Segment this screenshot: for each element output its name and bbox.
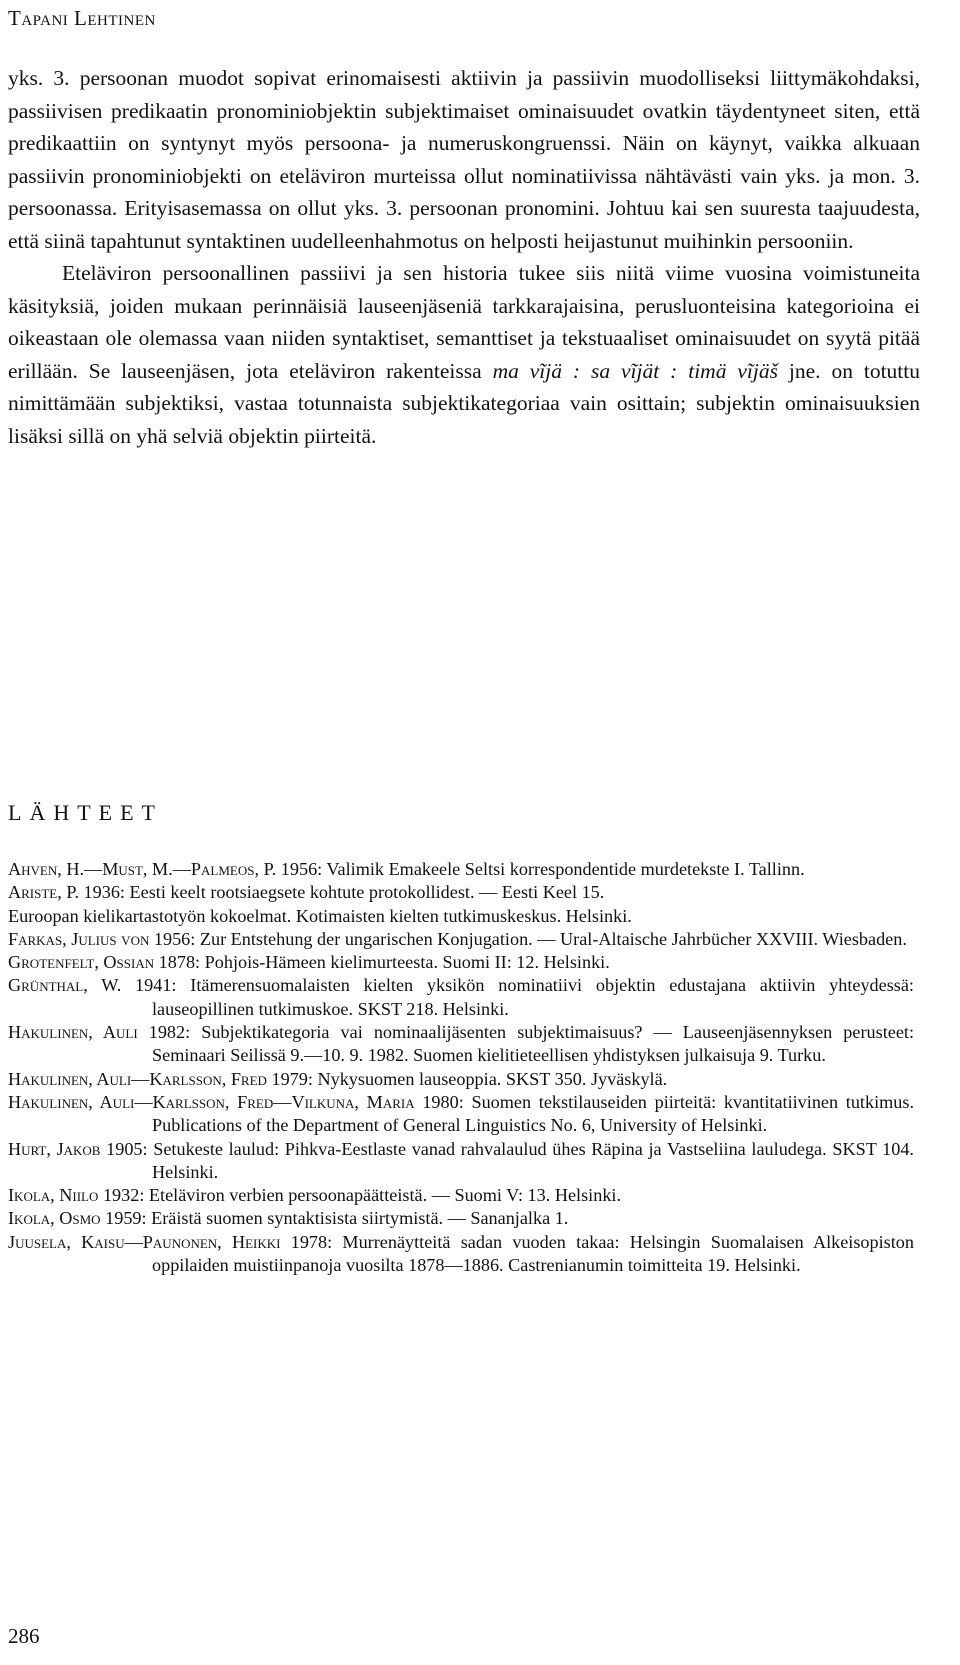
paragraph-2 [8, 257, 920, 452]
reference-item [8, 881, 914, 904]
reference-item [8, 1021, 914, 1068]
reference-text: 1932: Eteläviron verbien persoonapäätteistä. — Suomi V: 13. Helsinki. [98, 1185, 622, 1206]
paragraph-2-italic-example: ma vĩjä : sa vĩjät : timä vĩjäš [492, 358, 778, 383]
references-heading: LÄHTEET [8, 800, 163, 825]
reference-list [8, 858, 914, 1277]
reference-text: 1979: Nykysuomen lauseoppia. SKST 350. Jyväskylä. [266, 1068, 668, 1089]
reference-authors: Hakulinen, Auli—Karlsson, Fred—Vilkuna, Maria [8, 1091, 415, 1112]
reference-authors: Ahven, H.—Must, M.—Palmeos, P. [8, 859, 277, 879]
reference-item [8, 1091, 914, 1138]
reference-text: 1980: Suomen tekstilauseiden piirteitä: kvantitatiivinen tutkimus. Publications of the Department of General Linguistics No. 6, University of Helsinki. [152, 1091, 915, 1136]
reference-item [8, 1184, 914, 1207]
reference-item [8, 974, 914, 1021]
reference-item [8, 951, 914, 974]
reference-text: 1936: Eesti keelt rootsiaegsete kohtute protokollidest. — Eesti Keel 15. [79, 882, 605, 903]
paragraph-2-text-a: Eteläviron persoonallinen passiivi ja sen historia tukee siis niitä viime vuosina voimistuneita käsityksiä, joiden mukaan perinnäisiä lauseenjäseniä tarkkarajaisina, perusluonteisina kategorioina ei oikeastaan ole olemassa vaan niiden syntaktiset, semanttiset ja tekstuaaliset ominaisuudet on syytä pitää erillään. Se lauseenjäsen, jota eteläviron rakenteissa [8, 261, 920, 383]
reference-item [8, 905, 914, 928]
reference-text: 1982: Subjektikategoria vai nominaalijäsenten subjektimaisuus? — Lauseenjäsennyksen perusteet: Seminaari Seilissä 9.—10. 9. 1982. Suomen kielitieteellisen yhdistyksen julkaisuja 9. Turku. [137, 1022, 915, 1066]
body-text [8, 62, 920, 452]
reference-text: Euroopan kielikartastotyön kokoelmat. Kotimaisten kielten tutkimuskeskus. Helsinki. [8, 905, 632, 926]
reference-authors: Hakulinen, Auli—Karlsson, Fred [8, 1068, 267, 1089]
reference-authors: Grünthal, W. [8, 975, 122, 996]
reference-text: 1959: Eräistä suomen syntaktisista siirtymistä. — Sananjalka 1. [100, 1208, 569, 1229]
reference-text: 1905: Setukeste laulud: Pihkva-Eestlaste vanad rahvalaulud ühes Räpina ja Vastseliina lauludega. SKST 104. Helsinki. [100, 1138, 914, 1182]
reference-text: 1941: Itämerensuomalaisten kielten yksikön nominatiivi objektin edustajana aktiivin yhteydessä: lauseopillinen tutkimuskoe. SKST 218. Helsinki. [121, 975, 914, 1019]
reference-text: 1878: Pohjois-Hämeen kielimurteesta. Suomi II: 12. Helsinki. [154, 952, 610, 973]
reference-text: 1956: Valimik Emakeele Seltsi korrespondentide murdetekste I. Tallinn. [276, 859, 805, 879]
running-head: Tapani Lehtinen [8, 6, 156, 30]
paragraph-1: yks. 3. persoonan muodot sopivat erinomaisesti aktiivin ja passiivin muodolliseksi liittymäkohdaksi, passiivisen predikaatin pronominiobjektin subjektimaiset ominaisuudet ovatkin täydentyneet siten, että predikaattiin on syntynyt myös persoona- ja numeruskongruenssi. Näin on käynyt, vaikka alkuaan passiivin pronominiobjekti on eteläviron murteissa ollut nominatiivissa nähtävästi vain yks. ja mon. 3. persoonassa. Erityisasemassa on ollut yks. 3. persoonan pronomini. Johtuu kai sen suuresta taajuudesta, että siinä tapahtunut syntaktinen uudelleenhahmotus on helposti heijastunut muihinkin persooniin. [8, 66, 920, 253]
paragraph-2-text-b: jne. on totuttu nimittämään subjektiksi, vastaa totunnaista subjektikategoriaa vain osittain; subjektin ominaisuuksien lisäksi sillä on yhä selviä objektin piirteitä. [8, 358, 920, 448]
reference-item [8, 928, 914, 951]
reference-authors: Grotenfelt, Ossian [8, 952, 155, 973]
reference-item [8, 1068, 914, 1091]
reference-authors: Hakulinen, Auli [8, 1022, 138, 1043]
page-number: 286 [8, 1624, 40, 1648]
reference-item [8, 1207, 914, 1230]
reference-authors: Ikola, Osmo [8, 1208, 101, 1229]
reference-authors: Ariste, P. [8, 882, 79, 903]
reference-text: 1956: Zur Entstehung der ungarischen Konjugation. — Ural-Altaische Jahrbücher XXVIII. Wiesbaden. [149, 928, 907, 949]
reference-item [8, 858, 914, 881]
reference-authors: Hurt, Jakob [8, 1138, 101, 1159]
reference-item [8, 1138, 914, 1185]
reference-item [8, 1231, 914, 1278]
reference-authors: Farkas, Julius von [8, 928, 150, 949]
reference-authors: Ikola, Niilo [8, 1185, 99, 1206]
reference-text: 1978: Murrenäytteitä sadan vuoden takaa: Helsingin Suomalaisen Alkeisopiston oppilaiden muistiinpanoja vuosilta 1878—1886. Castrenianumin toimitteita 19. Helsinki. [152, 1231, 914, 1276]
reference-authors: Juusela, Kaisu—Paunonen, Heikki [8, 1231, 281, 1252]
